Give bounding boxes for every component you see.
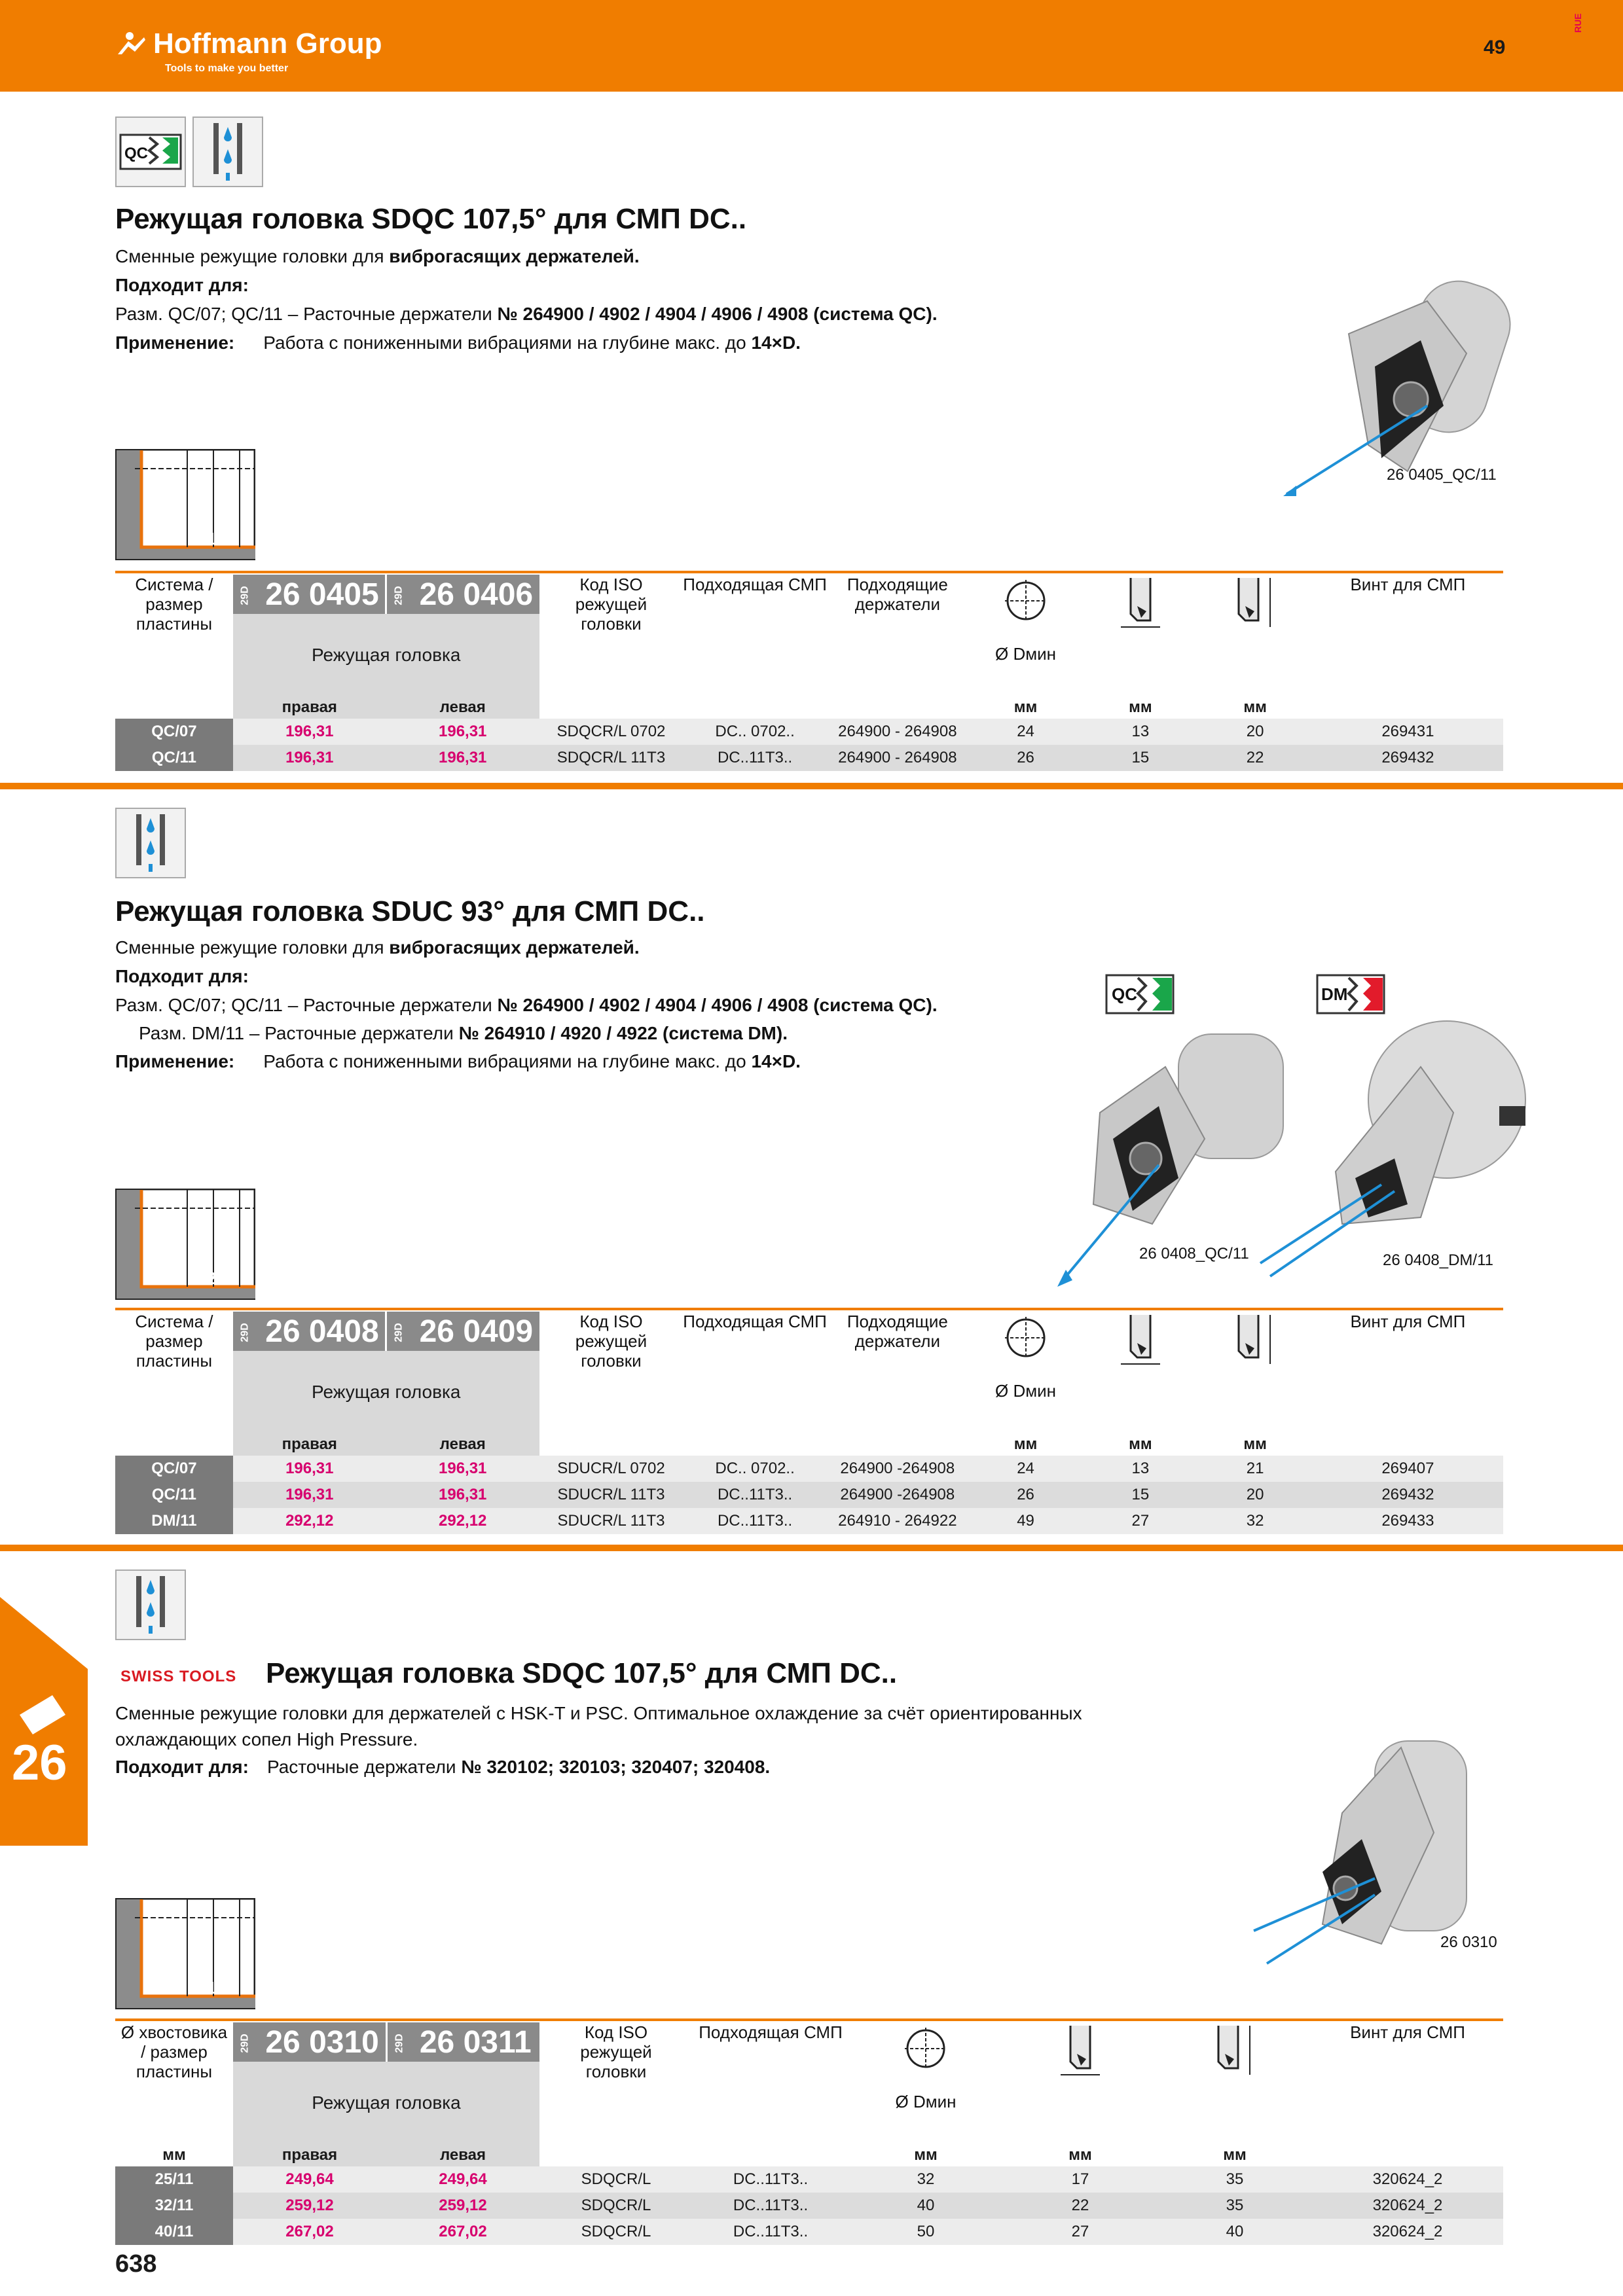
- screw-code: 269407: [1313, 1456, 1503, 1482]
- article-number: 26 0408: [265, 1314, 379, 1349]
- row-system: QC/07: [115, 719, 233, 745]
- row-system: QC/11: [115, 1482, 233, 1508]
- col-holders-header: Подходящие держатели: [847, 575, 948, 614]
- page-number: 638: [115, 2250, 157, 2278]
- article-header-1: [233, 575, 386, 614]
- fits-line: [115, 995, 938, 1016]
- left-label: левая: [386, 696, 539, 719]
- insert-code: DC..11T3..: [683, 1482, 827, 1508]
- mini-code: 29D: [393, 585, 405, 605]
- right-label: правая: [233, 2144, 386, 2166]
- spec-table-3: [115, 2022, 1503, 2245]
- table-top-rule: [115, 571, 1503, 573]
- catalog-page-number: 49: [1484, 37, 1506, 58]
- fits-text: Разм. DM/11 – Расточные держатели: [139, 1023, 459, 1043]
- app-label: Применение:: [115, 1051, 235, 1071]
- fits-text: Разм. QC/07; QC/11 – Расточные держатели: [115, 304, 498, 324]
- table-row: [115, 2193, 1503, 2219]
- brand-name: Hoffmann Group: [153, 27, 382, 60]
- row-system: DM/11: [115, 1508, 233, 1534]
- unit-mm: мм: [1243, 698, 1267, 716]
- col-iso-header: Код ISO режущей головки: [575, 1312, 647, 1371]
- section-separator: [0, 1545, 1623, 1551]
- col-iso-header: Код ISO режущей головки: [575, 575, 647, 634]
- cutting-head-label: Режущая головка: [233, 2062, 539, 2144]
- app-label: Применение:: [115, 332, 235, 353]
- cutting-head-label: Режущая головка: [233, 614, 539, 696]
- image-caption-260310: 26 0310: [1440, 1933, 1497, 1951]
- dmin-value: 24: [968, 719, 1083, 745]
- iso-code: SDUCR/L 11T3: [539, 1482, 684, 1508]
- angle-label: 15°: [207, 529, 233, 548]
- dimension-a-icon: [1118, 575, 1163, 640]
- unit-mm: мм: [1223, 2146, 1247, 2164]
- section3-description-2: охлаждающих сопел High Pressure.: [115, 1729, 418, 1749]
- col-screw-header: Винт для СМП: [1350, 1312, 1466, 1331]
- insert-code: DC.. 0702..: [683, 1456, 827, 1482]
- screw-code: 320624_2: [1312, 2166, 1503, 2193]
- left-label: левая: [386, 1433, 539, 1456]
- spec-table-1: [115, 575, 1503, 771]
- dim-b-value: 40: [1158, 2219, 1312, 2245]
- dim-b-value: 35: [1158, 2166, 1312, 2193]
- article-header-2: [386, 575, 539, 614]
- fits-bold: № 264910 / 4920 / 4922 (система DM).: [458, 1023, 788, 1043]
- desc-text: Сменные режущие головки для: [115, 246, 390, 266]
- dimension-b-icon: [1212, 2022, 1258, 2088]
- hoffmann-logo-icon: [115, 31, 148, 57]
- article-number: 26 0310: [265, 2024, 379, 2060]
- dim-a-value: 17: [1003, 2166, 1158, 2193]
- dim-a-value: 27: [1083, 1508, 1197, 1534]
- fits-bold: № 264900 / 4902 / 4904 / 4906 / 4908 (система QC).: [497, 304, 938, 324]
- dim-b-value: 32: [1198, 1508, 1313, 1534]
- dmin-value: 32: [848, 2166, 1003, 2193]
- cutting-head-label: Режущая головка: [233, 1351, 539, 1433]
- col-screw-header: Винт для СМП: [1350, 2022, 1465, 2042]
- row-system: QC/11: [115, 745, 233, 771]
- unit-mm: мм: [914, 2146, 938, 2164]
- cutting-diagram-15: [115, 449, 255, 560]
- mini-code: 29D: [239, 2033, 251, 2053]
- dimension-a-icon: [1057, 2022, 1103, 2088]
- dimension-b-icon: [1232, 575, 1278, 640]
- price-right: 196,31: [233, 1482, 386, 1508]
- price-left: 196,31: [386, 745, 539, 771]
- badge-label: DM: [1321, 984, 1348, 1004]
- mini-code: 29D: [239, 585, 251, 605]
- section3-description-1: Сменные режущие головки для держателей с HSK-T и PSC. Оптимальное охлаждение за счёт ориентированных: [115, 1703, 1082, 1723]
- chapter-tab: [0, 1597, 88, 1846]
- dim-b-value: 20: [1198, 719, 1313, 745]
- col-insert-header: Подходящая СМП: [683, 575, 827, 594]
- dim-b-value: 20: [1198, 1482, 1313, 1508]
- dim-b-value: 22: [1198, 745, 1313, 771]
- price-left: 196,31: [386, 1456, 539, 1482]
- holders: 264910 - 264922: [827, 1508, 968, 1534]
- screw-code: 269432: [1313, 1482, 1503, 1508]
- iso-code: SDQCR/L: [539, 2219, 693, 2245]
- screw-code: 269431: [1313, 719, 1503, 745]
- price-right: 259,12: [233, 2193, 386, 2219]
- row-system: 40/11: [115, 2219, 233, 2245]
- price-right: 249,64: [233, 2166, 386, 2193]
- col-b-header: [1198, 575, 1313, 696]
- iso-code: SDQCR/L: [539, 2193, 693, 2219]
- unit-blank: [115, 696, 233, 719]
- angle-label: 27°: [207, 1268, 233, 1288]
- brand-logo: [115, 27, 382, 60]
- dmin-value: 49: [968, 1508, 1083, 1534]
- col-a-header: [1083, 1312, 1197, 1433]
- col-a-header: [1003, 2022, 1158, 2144]
- desc-text: Сменные режущие головки для: [115, 937, 390, 958]
- price-left: 196,31: [386, 719, 539, 745]
- table-row: [115, 1508, 1503, 1534]
- col-dmin-header: [848, 2022, 1003, 2144]
- screw-code: 269432: [1313, 745, 1503, 771]
- dmin-icon: [1003, 575, 1049, 640]
- article-header-2: [386, 1312, 539, 1351]
- holders: 264900 -264908: [827, 1482, 968, 1508]
- dmin-value: 24: [968, 1456, 1083, 1482]
- article-number: 26 0409: [419, 1314, 534, 1349]
- row-system: 25/11: [115, 2166, 233, 2193]
- unit-mm: мм: [162, 2146, 186, 2164]
- right-label: правая: [233, 1433, 386, 1456]
- row-system: 32/11: [115, 2193, 233, 2219]
- table-row: [115, 719, 1503, 745]
- unit-mm: мм: [1243, 1435, 1267, 1453]
- product-image-260405: [1277, 275, 1571, 497]
- fits-label: Подходит для:: [115, 1757, 249, 1777]
- image-caption-dm: 26 0408_DM/11: [1383, 1251, 1494, 1269]
- svg-text:QC: QC: [124, 145, 148, 162]
- brand-tagline: Tools to make you better: [165, 63, 289, 74]
- mini-code: 29D: [393, 1322, 405, 1342]
- mini-code: 29D: [239, 1322, 251, 1342]
- table-top-rule: [115, 2018, 1503, 2021]
- fits-bold: № 264900 / 4902 / 4904 / 4906 / 4908 (система QC).: [497, 995, 938, 1015]
- swiss-tools-logo: SWISS TOOLS: [120, 1668, 237, 1685]
- article-number: 26 0311: [419, 2024, 532, 2060]
- section2-description: [115, 937, 640, 958]
- table-row: [115, 745, 1503, 771]
- table-row: [115, 1456, 1503, 1482]
- section-separator: [0, 783, 1623, 789]
- dim-a-value: 22: [1003, 2193, 1158, 2219]
- right-label: правая: [233, 696, 386, 719]
- application-line: [115, 1051, 801, 1072]
- dim-a-value: 27: [1003, 2219, 1158, 2245]
- mini-code: 29D: [393, 2033, 405, 2053]
- section1-description: [115, 246, 640, 267]
- dmin-label: Ø Dмин: [995, 644, 1057, 664]
- col-system-header: Система / размер пластины: [135, 575, 213, 634]
- article-header-1: [233, 2022, 386, 2062]
- language-code: RUE: [1573, 13, 1583, 33]
- app-text: Работа с пониженными вибрациями на глубине макс. до: [263, 332, 752, 353]
- desc-bold: виброгасящих держателей.: [389, 246, 640, 266]
- section1-title: Режущая головка SDQC 107,5° для СМП DC..: [115, 203, 747, 235]
- chapter-number: 26: [12, 1735, 67, 1791]
- unit-mm: мм: [1013, 698, 1038, 716]
- price-left: 259,12: [386, 2193, 539, 2219]
- dim-b-value: 21: [1198, 1456, 1313, 1482]
- fits-label: Подходит для:: [115, 275, 249, 295]
- screw-code: 320624_2: [1312, 2193, 1503, 2219]
- dim-b-value: 35: [1158, 2193, 1312, 2219]
- price-left: 249,64: [386, 2166, 539, 2193]
- iso-code: SDQCR/L: [539, 2166, 693, 2193]
- table-row: [115, 2166, 1503, 2193]
- app-text: Работа с пониженными вибрациями на глубине макс. до: [263, 1051, 752, 1071]
- application-line: [115, 332, 801, 353]
- app-bold: 14×D.: [751, 1051, 801, 1071]
- dmin-value: 26: [968, 1482, 1083, 1508]
- price-right: 196,31: [233, 719, 386, 745]
- product-images-260408: [1054, 1008, 1617, 1296]
- angle-label: 15°: [207, 1978, 233, 1998]
- insert-code: DC..11T3..: [683, 1508, 827, 1534]
- table-row: [115, 2219, 1503, 2245]
- insert-code: DC..11T3..: [693, 2219, 848, 2245]
- fits-line: [115, 1757, 770, 1778]
- col-system-header: Ø хвостовика / размер пластины: [120, 2022, 228, 2081]
- dmin-label: Ø Dмин: [995, 1381, 1057, 1401]
- article-number: 26 0405: [265, 577, 379, 612]
- price-left: 267,02: [386, 2219, 539, 2245]
- coolant-icon: [115, 808, 186, 878]
- badge-label: QC: [1112, 984, 1137, 1004]
- iso-code: SDUCR/L 11T3: [539, 1508, 684, 1534]
- dimension-b-icon: [1232, 1312, 1278, 1377]
- holders: 264900 - 264908: [827, 745, 968, 771]
- screw-code: 269433: [1313, 1508, 1503, 1534]
- dmin-icon: [1003, 1312, 1049, 1377]
- iso-code: SDQCR/L 0702: [539, 719, 684, 745]
- cutting-diagram-15: [115, 1898, 255, 2009]
- col-insert-header: Подходящая СМП: [699, 2022, 843, 2042]
- price-left: 292,12: [386, 1508, 539, 1534]
- price-right: 196,31: [233, 1456, 386, 1482]
- qc-system-icon: [115, 117, 186, 187]
- row-system: QC/07: [115, 1456, 233, 1482]
- insert-code: DC.. 0702..: [683, 719, 827, 745]
- col-dmin-header: [968, 575, 1083, 696]
- spec-table-2: [115, 1312, 1503, 1534]
- table-top-rule: [115, 1308, 1503, 1310]
- article-header-2: [386, 2022, 539, 2062]
- insert-code: DC..11T3..: [693, 2166, 848, 2193]
- article-number: 26 0406: [419, 577, 534, 612]
- dmin-icon: [903, 2022, 949, 2088]
- unit-mm: мм: [1129, 698, 1152, 716]
- col-b-header: [1158, 2022, 1312, 2144]
- col-iso-header: Код ISO режущей головки: [580, 2022, 652, 2081]
- image-caption-260405: 26 0405_QC/11: [1387, 466, 1497, 484]
- table-row: [115, 1482, 1503, 1508]
- col-dmin-header: [968, 1312, 1083, 1433]
- dmin-label: Ø Dмин: [895, 2092, 957, 2111]
- col-b-header: [1198, 1312, 1313, 1433]
- fits-text: Разм. QC/07; QC/11 – Расточные держатели: [115, 995, 498, 1015]
- insert-code: DC..11T3..: [683, 745, 827, 771]
- screw-code: 320624_2: [1312, 2219, 1503, 2245]
- iso-code: SDUCR/L 0702: [539, 1456, 684, 1482]
- col-holders-header: Подходящие держатели: [847, 1312, 948, 1351]
- iso-code: SDQCR/L 11T3: [539, 745, 684, 771]
- price-right: 196,31: [233, 745, 386, 771]
- image-caption-qc: 26 0408_QC/11: [1139, 1245, 1249, 1263]
- unit-mm: мм: [1068, 2146, 1092, 2164]
- holders: 264900 - 264908: [827, 719, 968, 745]
- dim-a-value: 15: [1083, 745, 1197, 771]
- fits-text: Расточные держатели: [266, 1757, 462, 1777]
- col-screw-header: Винт для СМП: [1350, 575, 1466, 594]
- cutting-diagram-27: [115, 1189, 255, 1300]
- left-label: левая: [386, 2144, 539, 2166]
- price-left: 196,31: [386, 1482, 539, 1508]
- fits-bold: № 320102; 320103; 320407; 320408.: [461, 1757, 771, 1777]
- fits-label: Подходит для:: [115, 966, 249, 986]
- section3-title: Режущая головка SDQC 107,5° для СМП DC..: [266, 1657, 898, 1689]
- dim-a-value: 15: [1083, 1482, 1197, 1508]
- fits-line-dm: [139, 1023, 788, 1044]
- fits-line: [115, 304, 938, 325]
- col-insert-header: Подходящая СМП: [683, 1312, 827, 1331]
- dimension-a-icon: [1118, 1312, 1163, 1377]
- unit-mm: мм: [1129, 1435, 1152, 1453]
- dim-a-value: 13: [1083, 719, 1197, 745]
- holders: 264900 -264908: [827, 1456, 968, 1482]
- desc-bold: виброгасящих держателей.: [389, 937, 640, 958]
- coolant-icon: [115, 1570, 186, 1640]
- dmin-value: 40: [848, 2193, 1003, 2219]
- col-system-header: Система / размер пластины: [135, 1312, 213, 1371]
- coolant-icon: [192, 117, 263, 187]
- price-right: 267,02: [233, 2219, 386, 2245]
- dmin-value: 50: [848, 2219, 1003, 2245]
- price-right: 292,12: [233, 1508, 386, 1534]
- section2-title: Режущая головка SDUC 93° для СМП DC..: [115, 895, 705, 927]
- insert-code: DC..11T3..: [693, 2193, 848, 2219]
- app-bold: 14×D.: [751, 332, 801, 353]
- unit-mm: мм: [1013, 1435, 1038, 1453]
- article-header-1: [233, 1312, 386, 1351]
- dmin-value: 26: [968, 745, 1083, 771]
- dim-a-value: 13: [1083, 1456, 1197, 1482]
- col-a-header: [1083, 575, 1197, 696]
